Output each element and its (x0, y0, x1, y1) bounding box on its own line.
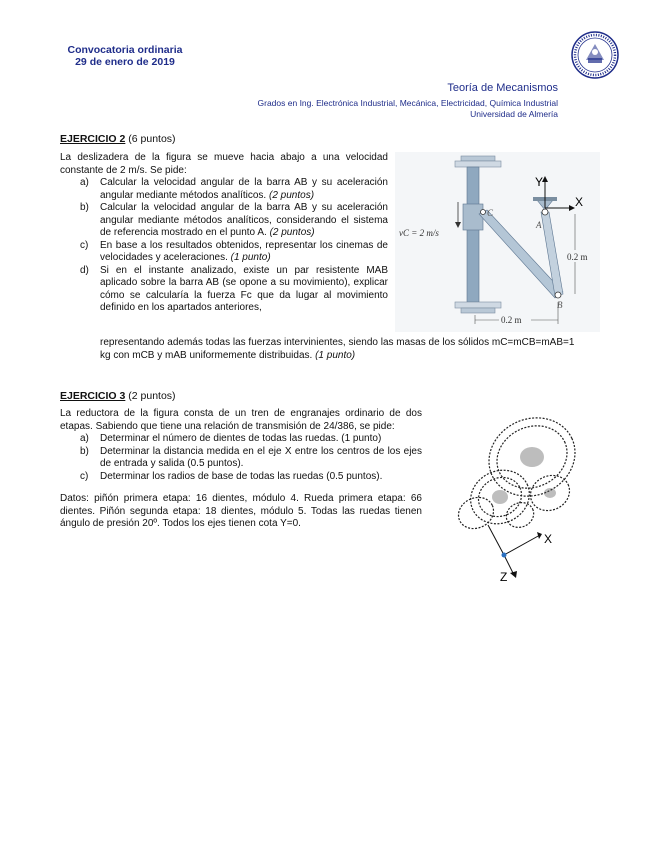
item-label: a) (80, 433, 89, 444)
item-text: Determinar la distancia medida en el eje X entre los centros de los ejes de entrada y salida (0.5 puntos). (100, 445, 422, 469)
exercise-2-list (60, 177, 388, 315)
item-text: En base a los resultados obtenidos, representar los cinemas de velocidades y aceleraciones. (100, 239, 388, 263)
item-text: Determinar el número de dientes de todas las ruedas. (1 punto) (100, 433, 382, 444)
item-points: (1 punto) (230, 252, 271, 263)
item-text: Calcular la velocidad angular de la barra AB y su aceleración angular mediante métodos analíticos. (100, 177, 388, 201)
exercise-3-points: (2 puntos) (125, 390, 176, 402)
list-item (60, 433, 422, 446)
slider-mechanism-figure (395, 152, 600, 332)
point-a-label: A (536, 220, 542, 230)
z-axis-label: Z (500, 570, 508, 584)
exam-session-header (60, 44, 190, 68)
list-item (60, 202, 388, 240)
item-label: b) (80, 202, 89, 213)
item-points: (2 puntos) (269, 227, 315, 238)
item-d-continuation-line-2: kg con mCB y mAB uniformemente distribuidas. (100, 349, 313, 361)
dimension-vertical: 0.2 m (567, 252, 588, 262)
list-item (60, 240, 388, 265)
exercise-2-heading (60, 133, 176, 145)
point-b-label: B (557, 300, 563, 310)
item-label: a) (80, 177, 89, 188)
gear-reducer-figure (440, 405, 595, 585)
university-seal-logo (570, 30, 620, 80)
exam-date: 29 de enero de 2019 (75, 56, 175, 68)
x-axis-arrow (504, 535, 540, 555)
exercise-3-body (60, 408, 422, 531)
item-label: b) (80, 445, 89, 457)
university-name: Universidad de Almería (470, 109, 558, 119)
y-axis-label: Y (535, 175, 544, 189)
x-axis-label: X (544, 532, 553, 546)
exercise-3-list (60, 433, 422, 483)
course-title: Teoría de Mecanismos (447, 82, 558, 94)
x-axis-label: X (575, 195, 584, 209)
item-text: Determinar los radios de base de todas las ruedas (0.5 puntos). (100, 470, 383, 482)
exercise-2-title: EJERCICIO 2 (60, 133, 126, 145)
exercise-2-intro: La deslizadera de la figura se mueve hacia abajo a una velocidad constante de 2 m/s. Se pide: (60, 152, 388, 176)
exercise-2-body (60, 152, 388, 315)
exercise-3-title: EJERCICIO 3 (60, 390, 126, 402)
list-item (60, 265, 388, 315)
velocity-label: vC = 2 m/s (399, 228, 439, 238)
exercise-3-data: Datos: piñón primera etapa: 16 dientes, módulo 4. Rueda primera etapa: 66 dientes. Piñón segunda etapa: 18 dientes, módulo 5. Todas las ruedas tienen ángulo de presión 20º. Todos los ejes tienen cota Y=0. (60, 493, 422, 529)
list-item (60, 177, 388, 202)
exercise-2-item-d-continuation (100, 337, 600, 362)
item-text: Si en el instante analizado, existe un par resistente MAB aplicado sobre la barra AB (se opone a su movimiento), explicar cómo se calcularía la fuerza Fc que da lugar al movimiento definido en los apartados anteriores, (100, 264, 388, 313)
item-label: c) (80, 239, 89, 251)
list-item (60, 446, 422, 471)
item-points: (2 puntos) (269, 189, 315, 201)
degrees-line: Grados en Ing. Electrónica Industrial, Mecánica, Electricidad, Química Industrial (257, 98, 558, 108)
item-d-continuation-line-1: representando además todas las fuerzas intervinientes, siendo las masas de los sólidos mC=mCB=mAB=1 (100, 337, 575, 348)
dimension-horizontal: 0.2 m (501, 315, 522, 325)
exercise-2-points: (6 puntos) (125, 133, 176, 145)
point-c-label: C (487, 208, 494, 218)
exercise-3-heading (60, 390, 176, 402)
convocatoria-label: Convocatoria ordinaria (67, 44, 183, 56)
item-text: Calcular la velocidad angular de la barra AB y su aceleración angular mediante métodos analíticos, considerando el sistema de referencia mostrado en el punto A. (100, 202, 388, 238)
item-label: c) (80, 470, 89, 482)
item-d-points: (1 punto) (315, 349, 356, 361)
item-label: d) (80, 264, 89, 276)
exercise-3-intro: La reductora de la figura consta de un tren de engranajes ordinario de dos etapas. Sabiendo que tiene una relación de transmisión de 24/386, se pide: (60, 408, 422, 432)
list-item (60, 471, 422, 484)
